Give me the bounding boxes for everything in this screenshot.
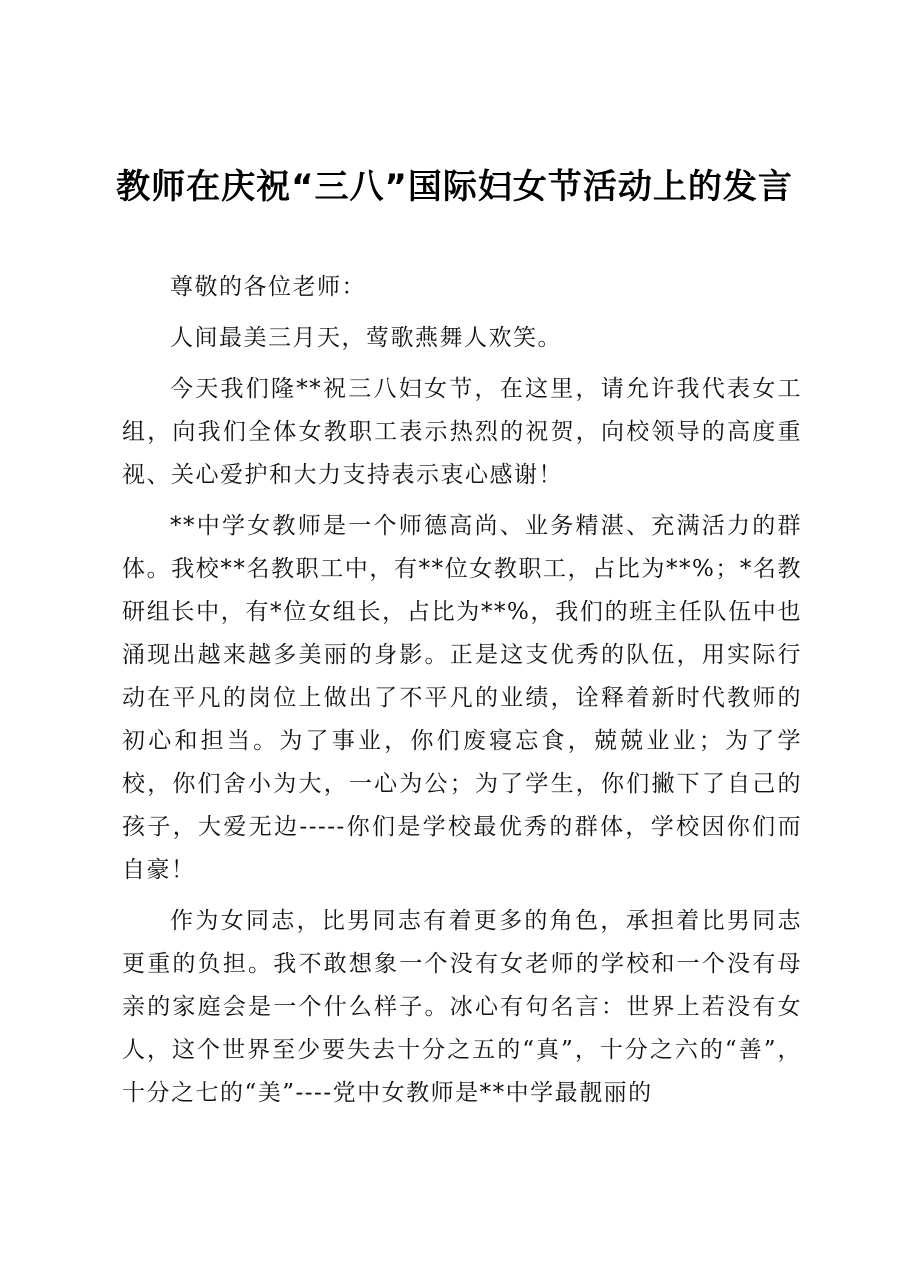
paragraph-women-roles: 作为女同志，比男同志有着更多的角色，承担着比男同志更重的负担。我不敢想象一个没有女老师的学校和一个没有母亲的家庭会是一个什么样子。冰心有句名言：世界上若没有女人，这个世界至少要失去十分之五的“真”，十分之六的“善”，十分之七的“美”----党中女教师是**中学最靓丽的 [122, 908, 802, 1106]
paragraph-opening-line: 人间最美三月天，莺歌燕舞人欢笑。 [170, 325, 562, 351]
paragraph-greeting: 今天我们隆**祝三八妇女节，在这里，请允许我代表女工组，向我们全体女教职工表示热烈的祝贺，向校领导的高度重视、关心爱护和大力支持表示衷心感谢！ [122, 376, 802, 488]
paragraph-teachers-group: **中学女教师是一个师德高尚、业务精湛、充满活力的群体。我校**名教职工中，有**位女教职工，占比为**%；*名教研组长中，有*位女组长，占比为**%，我们的班主任队伍中也涌现出越来越多美丽的身影。正是这支优秀的队伍，用实际行动在平凡的岗位上做出了不平凡的业绩，诠释着新时代教师的初心和担当。为了事业，你们废寝忘食，兢兢业业；为了学校，你们舍小为大，一心为公；为了学生，你们撇下了自己的孩子，大爱无边-----你们是学校最优秀的群体，学校因你们而自豪！ [122, 513, 802, 883]
paragraph-salutation: 尊敬的各位老师： [170, 274, 366, 300]
document-title: 教师在庆祝“三八”国际妇女节活动上的发言 [116, 167, 793, 207]
document-body [122, 266, 802, 1123]
